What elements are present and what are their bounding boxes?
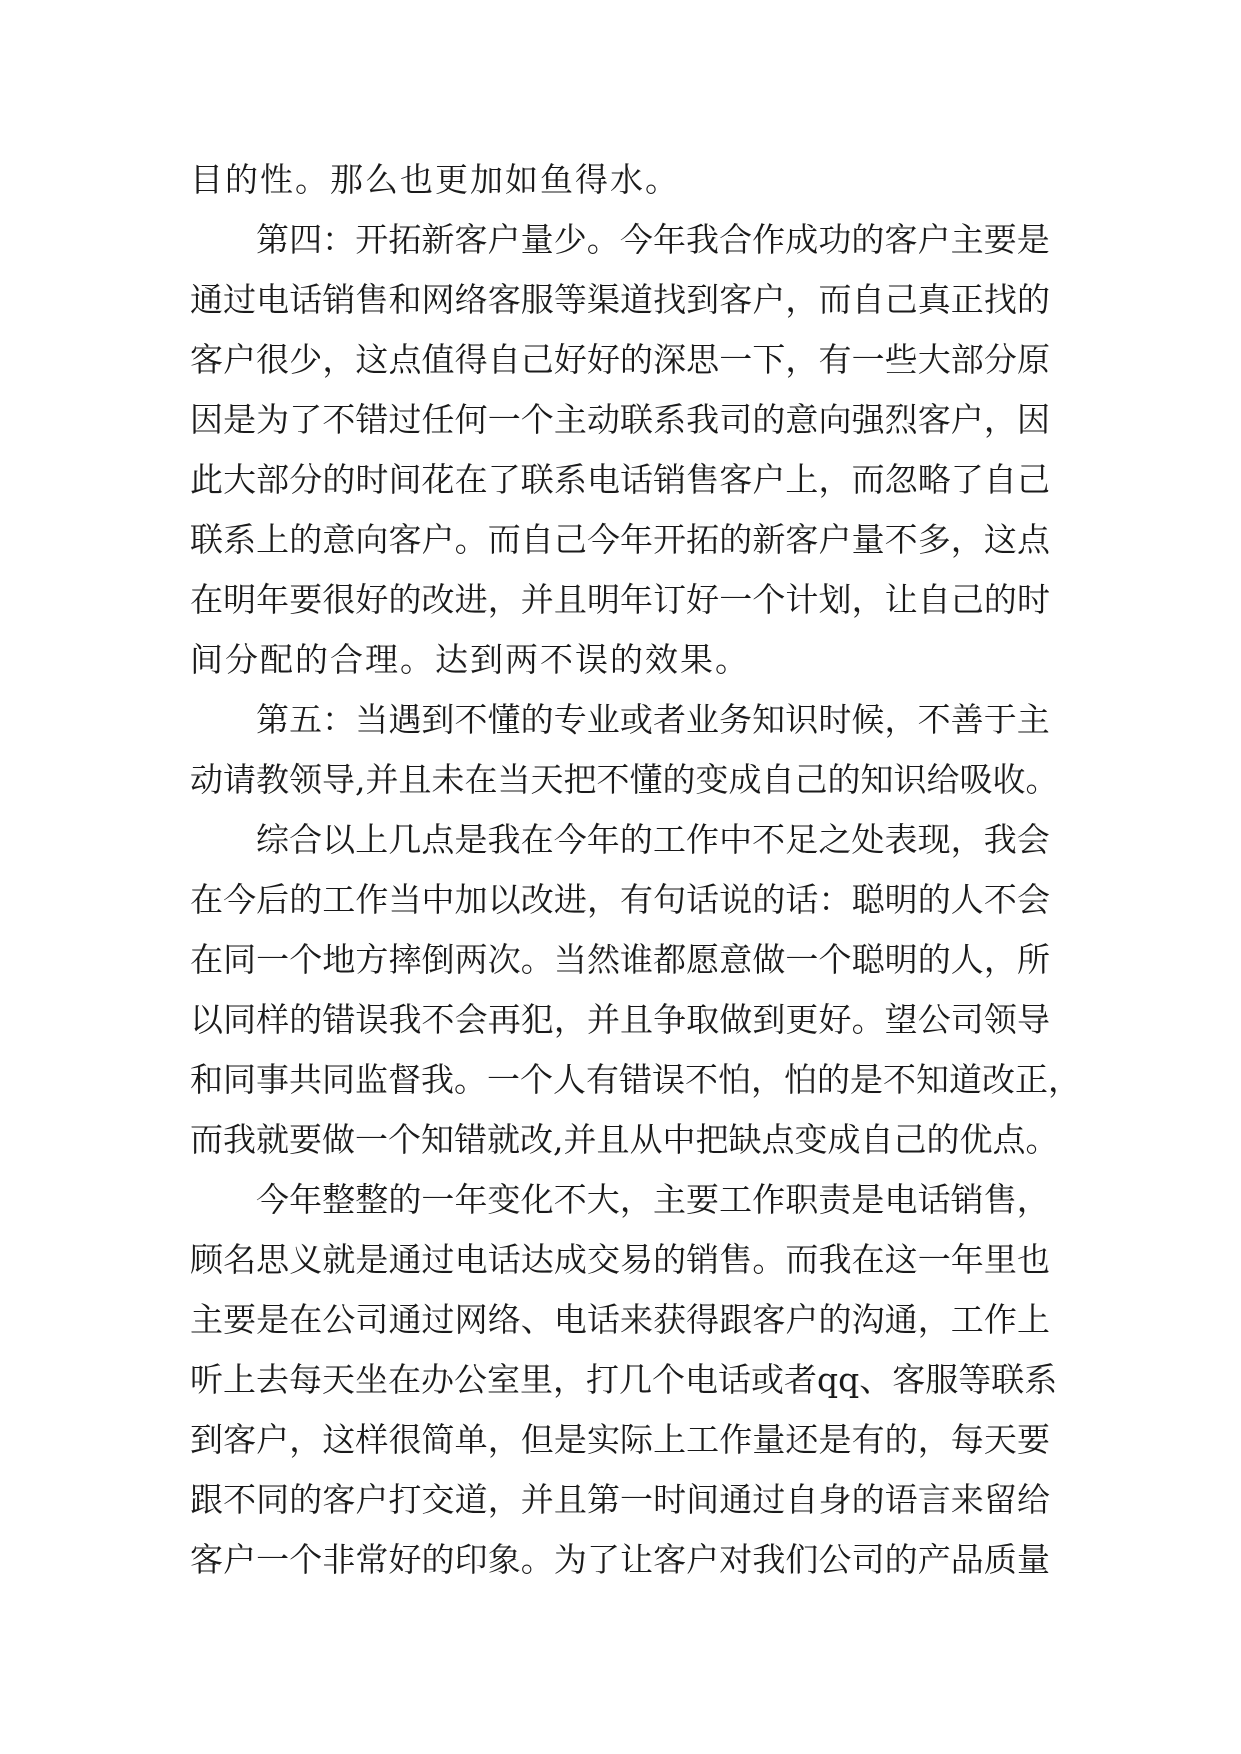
text-line: 以 同 样 的 错 误 我 不 会 再 犯 ， 并 且 争 取 做 到 更 好 。 望 公 司 领 导 (190, 1000, 1050, 1039)
text-line: 主 要 是 在 公 司 通 过 网 络 、 电 话 来 获 得 跟 客 户 的 沟 通 ， 工 作 上 (190, 1300, 1050, 1339)
text-line: 间 分 配 的 合 理 。 达 到 两 不 误 的 效 果 。 (190, 640, 748, 679)
text-line: 第 五 ： 当 遇 到 不 懂 的 专 业 或 者 业 务 知 识 时 候 ， 不 善 于 主 (256, 700, 1050, 739)
text-line: 而 我 就 要 做 一 个 知 错 就 改 , 并 且 从 中 把 缺 点 变 成 自 己 的 优 点 。 (190, 1120, 1059, 1159)
text-line: 因 是 为 了 不 错 过 任 何 一 个 主 动 联 系 我 司 的 意 向 强 烈 客 户 ， 因 (190, 400, 1050, 439)
text-line: 顾 名 思 义 就 是 通 过 电 话 达 成 交 易 的 销 售 。 而 我 在 这 一 年 里 也 (190, 1240, 1050, 1279)
text-line: 听 上 去 每 天 坐 在 办 公 室 里 ， 打 几 个 电 话 或 者 qq 、 客 服 等 联 系 (190, 1360, 1058, 1399)
text-line: 在 同 一 个 地 方 摔 倒 两 次 。 当 然 谁 都 愿 意 做 一 个 聪 明 的 人 ， 所 (190, 940, 1050, 979)
text-line: 客 户 很 少 ， 这 点 值 得 自 己 好 好 的 深 思 一 下 ， 有 一 些 大 部 分 原 (190, 340, 1050, 379)
text-line: 跟 不 同 的 客 户 打 交 道 ， 并 且 第 一 时 间 通 过 自 身 的 语 言 来 留 给 (190, 1480, 1050, 1519)
body-text (190, 150, 1081, 1590)
text-line: 今 年 整 整 的 一 年 变 化 不 大 ， 主 要 工 作 职 责 是 电 话 销 售 ， (256, 1180, 1050, 1219)
text-line: 在 今 后 的 工 作 当 中 加 以 改 进 ， 有 句 话 说 的 话 ： 聪 明 的 人 不 会 (190, 880, 1050, 919)
text-line: 联 系 上 的 意 向 客 户 。 而 自 己 今 年 开 拓 的 新 客 户 量 不 多 ， 这 点 (190, 520, 1050, 559)
text-line: 目 的 性 。 那 么 也 更 加 如 鱼 得 水 。 (190, 160, 678, 199)
text-line: 综 合 以 上 几 点 是 我 在 今 年 的 工 作 中 不 足 之 处 表 现 ， 我 会 (256, 820, 1050, 859)
text-line: 到 客 户 ， 这 样 很 简 单 ， 但 是 实 际 上 工 作 量 还 是 有 的 ， 每 天 要 (190, 1420, 1050, 1459)
text-line: 此 大 部 分 的 时 间 花 在 了 联 系 电 话 销 售 客 户 上 ， 而 忽 略 了 自 己 (190, 460, 1050, 499)
text-line: 第 四 ： 开 拓 新 客 户 量 少 。 今 年 我 合 作 成 功 的 客 户 主 要 是 (256, 220, 1050, 259)
text-line: 在 明 年 要 很 好 的 改 进 ， 并 且 明 年 订 好 一 个 计 划 ， 让 自 己 的 时 (190, 580, 1050, 619)
text-line: 客 户 一 个 非 常 好 的 印 象 。 为 了 让 客 户 对 我 们 公 司 的 产 品 质 量 (190, 1540, 1050, 1579)
text-line: 通 过 电 话 销 售 和 网 络 客 服 等 渠 道 找 到 客 户 ， 而 自 己 真 正 找 的 (190, 280, 1050, 319)
text-line: 动 请 教 领 导 , 并 且 未 在 当 天 把 不 懂 的 变 成 自 己 的 知 识 给 吸 收 。 (190, 760, 1059, 799)
text-line: 和 同 事 共 同 监 督 我 。 一 个 人 有 错 误 不 怕 ， 怕 的 是 不 知 道 改 正 ， (190, 1060, 1081, 1099)
